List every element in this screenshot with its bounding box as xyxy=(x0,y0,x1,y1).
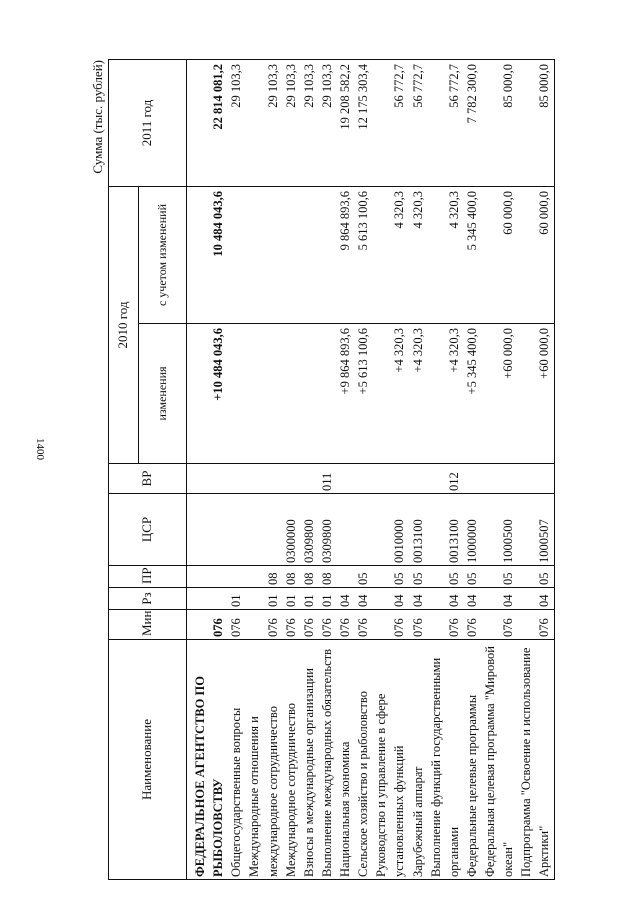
row-name: Выполнение функций государственными органами xyxy=(427,640,463,880)
row-vr xyxy=(245,464,281,494)
row-vr: 012 xyxy=(427,464,463,494)
row-rz: 01 xyxy=(227,588,245,610)
row-changes: +60 000,0 xyxy=(481,324,517,464)
row-csr xyxy=(354,494,372,566)
row-name: Общегосударственные вопросы xyxy=(227,640,245,880)
row-rz: 04 xyxy=(463,588,481,610)
row-name: Международные отношения и международное сотрудничество xyxy=(245,640,281,880)
header-with-changes: с учетом изменений xyxy=(139,187,187,324)
header-min: Мин xyxy=(109,610,187,640)
budget-table xyxy=(108,59,555,880)
row-2011: 56 772,7 xyxy=(409,60,427,187)
row-vr xyxy=(187,464,228,494)
row-name: Федеральные целевые программы xyxy=(463,640,481,880)
row-pr: 05 xyxy=(481,566,517,588)
row-2011: 22 814 081,2 xyxy=(187,60,228,187)
row-csr xyxy=(187,494,228,566)
rotated-document xyxy=(88,60,640,880)
header-year-2011: 2011 год xyxy=(109,60,187,187)
header-year-2010: 2010 год xyxy=(109,187,139,464)
table-row xyxy=(372,60,408,880)
row-csr: 1000507 xyxy=(517,494,554,566)
row-name: Выполнение международных обязательств xyxy=(318,640,336,880)
row-rz: 04 xyxy=(372,588,408,610)
row-with-changes: 5 613 100,6 xyxy=(354,187,372,324)
row-name: Взносы в международные организации xyxy=(300,640,318,880)
row-pr: 08 xyxy=(245,566,281,588)
row-csr: 0013100 xyxy=(427,494,463,566)
row-with-changes xyxy=(300,187,318,324)
table-row xyxy=(245,60,281,880)
row-changes: +4 320,3 xyxy=(409,324,427,464)
row-vr xyxy=(336,464,354,494)
table-row xyxy=(463,60,481,880)
row-vr xyxy=(372,464,408,494)
header-pr: ПР xyxy=(109,566,187,588)
row-vr xyxy=(481,464,517,494)
row-2011: 29 103,3 xyxy=(227,60,245,187)
row-pr: 05 xyxy=(463,566,481,588)
row-pr xyxy=(336,566,354,588)
table-row xyxy=(187,60,228,880)
row-pr: 08 xyxy=(282,566,300,588)
header-csr: ЦСР xyxy=(109,494,187,566)
row-min: 076 xyxy=(463,610,481,640)
table-row xyxy=(517,60,554,880)
row-vr xyxy=(300,464,318,494)
row-csr xyxy=(336,494,354,566)
row-with-changes xyxy=(282,187,300,324)
row-pr: 05 xyxy=(517,566,554,588)
row-csr: 0013100 xyxy=(409,494,427,566)
row-with-changes: 4 320,3 xyxy=(427,187,463,324)
row-name: Международное сотрудничество xyxy=(282,640,300,880)
row-min: 076 xyxy=(427,610,463,640)
row-changes xyxy=(300,324,318,464)
row-vr xyxy=(282,464,300,494)
row-min: 076 xyxy=(318,610,336,640)
row-changes xyxy=(245,324,281,464)
row-rz: 04 xyxy=(409,588,427,610)
row-pr: 05 xyxy=(372,566,408,588)
row-with-changes xyxy=(318,187,336,324)
row-2011: 7 782 300,0 xyxy=(463,60,481,187)
row-with-changes xyxy=(245,187,281,324)
row-with-changes: 9 864 893,6 xyxy=(336,187,354,324)
row-changes: +10 484 043,6 xyxy=(187,324,228,464)
table-body xyxy=(187,60,555,880)
row-min: 076 xyxy=(187,610,228,640)
row-min: 076 xyxy=(409,610,427,640)
row-rz: 01 xyxy=(300,588,318,610)
row-rz: 04 xyxy=(427,588,463,610)
row-changes: +4 320,3 xyxy=(372,324,408,464)
table-row xyxy=(300,60,318,880)
row-csr xyxy=(227,494,245,566)
table-row xyxy=(227,60,245,880)
row-name: Зарубежный аппарат xyxy=(409,640,427,880)
units-label: Сумма (тыс. рублей) xyxy=(90,60,105,174)
row-pr: 08 xyxy=(318,566,336,588)
row-2011: 29 103,3 xyxy=(245,60,281,187)
row-csr: 1000000 xyxy=(463,494,481,566)
row-min: 076 xyxy=(245,610,281,640)
table-row xyxy=(336,60,354,880)
row-2011: 29 103,3 xyxy=(300,60,318,187)
row-with-changes: 4 320,3 xyxy=(372,187,408,324)
row-vr xyxy=(517,464,554,494)
row-rz: 04 xyxy=(517,588,554,610)
row-rz: 01 xyxy=(318,588,336,610)
row-csr: 0010000 xyxy=(372,494,408,566)
row-2011: 29 103,3 xyxy=(318,60,336,187)
header-name: Наименование xyxy=(109,640,187,880)
row-pr xyxy=(227,566,245,588)
row-2011: 56 772,7 xyxy=(427,60,463,187)
row-changes: +5 345 400,0 xyxy=(463,324,481,464)
row-csr xyxy=(245,494,281,566)
row-csr: 0300000 xyxy=(282,494,300,566)
row-changes xyxy=(282,324,300,464)
header-changes: изменения xyxy=(139,324,187,464)
row-2011: 12 175 303,4 xyxy=(354,60,372,187)
row-changes xyxy=(227,324,245,464)
row-min: 076 xyxy=(517,610,554,640)
row-rz: 01 xyxy=(282,588,300,610)
row-rz: 04 xyxy=(336,588,354,610)
row-csr: 0309800 xyxy=(318,494,336,566)
row-name: Федеральная целевая программа "Мировой океан" xyxy=(481,640,517,880)
row-name: Подпрограмма "Освоение и использование Арктики" xyxy=(517,640,554,880)
row-pr: 05 xyxy=(354,566,372,588)
row-min: 076 xyxy=(481,610,517,640)
row-name: Руководство и управление в сфере установленных функций xyxy=(372,640,408,880)
row-name: Национальная экономика xyxy=(336,640,354,880)
row-vr xyxy=(227,464,245,494)
row-changes: +4 320,3 xyxy=(427,324,463,464)
table-row xyxy=(481,60,517,880)
header-rz: Рз xyxy=(109,588,187,610)
row-pr: 05 xyxy=(409,566,427,588)
row-vr: 011 xyxy=(318,464,336,494)
row-min: 076 xyxy=(227,610,245,640)
header-vr: ВР xyxy=(109,464,187,494)
row-changes: +60 000,0 xyxy=(517,324,554,464)
row-pr: 08 xyxy=(300,566,318,588)
row-with-changes: 60 000,0 xyxy=(517,187,554,324)
row-pr: 05 xyxy=(427,566,463,588)
row-min: 076 xyxy=(372,610,408,640)
row-2011: 56 772,7 xyxy=(372,60,408,187)
row-with-changes: 4 320,3 xyxy=(409,187,427,324)
row-with-changes: 60 000,0 xyxy=(481,187,517,324)
row-with-changes xyxy=(227,187,245,324)
row-min: 076 xyxy=(336,610,354,640)
row-vr xyxy=(354,464,372,494)
table-row xyxy=(318,60,336,880)
row-rz: 04 xyxy=(481,588,517,610)
row-2011: 29 103,3 xyxy=(282,60,300,187)
row-csr: 0309800 xyxy=(300,494,318,566)
row-rz: 01 xyxy=(245,588,281,610)
row-name: ФЕДЕРАЛЬНОЕ АГЕНТСТВО ПО РЫБОЛОВСТВУ xyxy=(187,640,228,880)
row-2011: 19 208 582,2 xyxy=(336,60,354,187)
row-csr: 1000500 xyxy=(481,494,517,566)
row-2011: 85 000,0 xyxy=(481,60,517,187)
page-number: 1400 xyxy=(34,438,46,460)
row-2011: 85 000,0 xyxy=(517,60,554,187)
row-min: 076 xyxy=(300,610,318,640)
table-row xyxy=(282,60,300,880)
row-min: 076 xyxy=(354,610,372,640)
row-rz: 04 xyxy=(354,588,372,610)
row-rz xyxy=(187,588,228,610)
row-changes xyxy=(318,324,336,464)
table-row xyxy=(427,60,463,880)
row-changes: +9 864 893,6 xyxy=(336,324,354,464)
row-name: Сельское хозяйство и рыболовство xyxy=(354,640,372,880)
table-row xyxy=(409,60,427,880)
row-changes: +5 613 100,6 xyxy=(354,324,372,464)
row-with-changes: 5 345 400,0 xyxy=(463,187,481,324)
row-vr xyxy=(463,464,481,494)
row-pr xyxy=(187,566,228,588)
row-min: 076 xyxy=(282,610,300,640)
row-vr xyxy=(409,464,427,494)
table-row xyxy=(354,60,372,880)
row-with-changes: 10 484 043,6 xyxy=(187,187,228,324)
